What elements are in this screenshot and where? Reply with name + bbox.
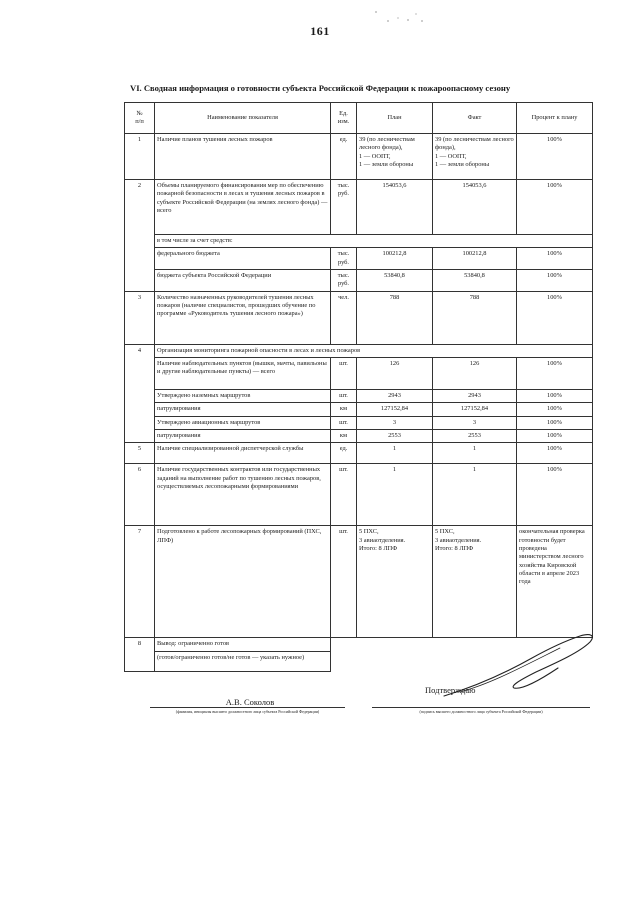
row-fact: 2943: [433, 389, 517, 402]
signature-line-right: [372, 707, 590, 708]
row-name: (готов/ограниченно готов/не готов — указать нужное): [155, 651, 331, 671]
table-row: [125, 416, 593, 429]
row-percent: 100%: [517, 180, 593, 235]
row-num: 5: [125, 443, 155, 464]
row-percent: 100%: [517, 416, 593, 429]
table-row: [125, 389, 593, 402]
row-num: 3: [125, 291, 155, 344]
row-name: Наличие планов тушения лесных пожаров: [155, 134, 331, 180]
table-row: [125, 235, 593, 248]
row-name: Наличие государственных контрактов или государственных заданий на выполнение работ по тушению лесных пожаров, осуществляемых лесопожарными формированиями: [155, 464, 331, 526]
row-name: Подготовлено к работе лесопожарных формирований (ПХС, ЛПФ): [155, 526, 331, 638]
row-unit: шт.: [331, 526, 357, 638]
row-unit: шт.: [331, 357, 357, 389]
row-plan: 127152,84: [357, 403, 433, 416]
row-fact: 100212,8: [433, 248, 517, 270]
row-unit: км: [331, 403, 357, 416]
row-fact: 1: [433, 464, 517, 526]
table-row: [125, 269, 593, 291]
row-percent: 100%: [517, 389, 593, 402]
row-plan: 53840,8: [357, 269, 433, 291]
row-percent: 100%: [517, 248, 593, 270]
table-row: [125, 403, 593, 416]
row-plan: 788: [357, 291, 433, 344]
table-row: [125, 464, 593, 526]
page-number: 161: [310, 24, 330, 38]
row-plan: 5 ПХС, 3 авиаотделения. Итого: 8 ЛПФ: [357, 526, 433, 638]
row-num: 1: [125, 134, 155, 180]
table-row: [125, 357, 593, 389]
row-percent: 100%: [517, 443, 593, 464]
row-plan: 154053,6: [357, 180, 433, 235]
signature-caption: (подпись высшего должностного лица субъекта Российской Федерации): [419, 709, 543, 714]
row-num: 2: [125, 180, 155, 292]
row-unit: чел.: [331, 291, 357, 344]
row-unit: шт.: [331, 416, 357, 429]
row-unit: ед.: [331, 134, 357, 180]
row-plan: 126: [357, 357, 433, 389]
section-title: VI. Сводная информация о готовности субъекта Российской Федерации к пожароопасному сезону: [130, 83, 511, 93]
row-name: патрулирования: [155, 429, 331, 442]
row-unit: шт.: [331, 389, 357, 402]
row-fact: 1: [433, 443, 517, 464]
table-row: [125, 134, 593, 180]
table-row: [125, 248, 593, 270]
signature-line-left: [150, 707, 345, 708]
row-percent: 100%: [517, 429, 593, 442]
header-name: Наименование показателя: [155, 103, 331, 134]
row-plan: 1: [357, 443, 433, 464]
confirm-label: Подтверждаю: [425, 685, 476, 695]
row-num: 6: [125, 464, 155, 526]
row-plan: 2943: [357, 389, 433, 402]
readiness-table: [124, 102, 593, 672]
header-unit: Ед. изм.: [331, 103, 357, 134]
table-header-row: [125, 103, 593, 134]
row-unit: шт.: [331, 464, 357, 526]
row-name: Объемы планируемого финансирования мер по обеспечению пожарной безопасности в лесах и тушения лесных пожаров в субъекте Российской Федерации (на землях лесного фонда) — всего: [155, 180, 331, 235]
header-percent: Процент к плану: [517, 103, 593, 134]
row-unit: ед.: [331, 443, 357, 464]
row-fact: 788: [433, 291, 517, 344]
row-fact: 5 ПХС, 3 авиаотделения. Итого: 8 ЛПФ: [433, 526, 517, 638]
row-unit: км: [331, 429, 357, 442]
header-fact: Факт: [433, 103, 517, 134]
signatory-name-caption: (фамилия, инициалы высшего должностного лица субъекта Российской Федерации): [175, 709, 320, 714]
row-name: бюджета субъекта Российской Федерации: [155, 269, 331, 291]
row-fact: 53840,8: [433, 269, 517, 291]
table-row: [125, 291, 593, 344]
table-row: [125, 443, 593, 464]
row-fact: 2553: [433, 429, 517, 442]
row-plan: 1: [357, 464, 433, 526]
row-num: 8: [125, 638, 155, 671]
row-name: Количество назначенных руководителей тушения лесных пожаров (наличие специалистов, прошедших обучение по программе «Руководитель тушения лесного пожара»): [155, 291, 331, 344]
row-plan: 100212,8: [357, 248, 433, 270]
row-percent: 100%: [517, 464, 593, 526]
row-name: Вывод: ограниченно готов: [155, 638, 331, 651]
row-unit: тыс. руб.: [331, 248, 357, 270]
row-fact: 3: [433, 416, 517, 429]
row-name: Наличие наблюдательных пунктов (вышки, мачты, павильоны и другие наблюдательные пункты) — всего: [155, 357, 331, 389]
row-percent: 100%: [517, 357, 593, 389]
row-unit: тыс. руб.: [331, 269, 357, 291]
row-percent: 100%: [517, 291, 593, 344]
row-name: в том числе за счет средств:: [155, 235, 593, 248]
header-num: № п/п: [125, 103, 155, 134]
row-name: патрулирования: [155, 403, 331, 416]
row-fact: 126: [433, 357, 517, 389]
row-percent: 100%: [517, 134, 593, 180]
row-plan: 39 (по лесничествам лесного фонда), 1 — ООПТ, 1 — земли обороны: [357, 134, 433, 180]
table-row: [125, 180, 593, 235]
row-plan: 3: [357, 416, 433, 429]
row-name: Утверждено авиационных маршрутов: [155, 416, 331, 429]
signatory-name: А.В. Соколов: [225, 697, 275, 707]
row-percent: 100%: [517, 269, 593, 291]
row-fact: 39 (по лесничествам лесного фонда), 1 — ООПТ, 1 — земли обороны: [433, 134, 517, 180]
row-fact: 154053,6: [433, 180, 517, 235]
row-name: Организация мониторинга пожарной опасности в лесах и лесных пожаров: [155, 344, 593, 357]
row-fact: 127152,84: [433, 403, 517, 416]
row-percent: окончательная проверка готовности будет проведена министерством лесного хозяйства Кировской области в апреле 2023 года: [517, 526, 593, 638]
row-unit: тыс. руб.: [331, 180, 357, 235]
row-num: 7: [125, 526, 155, 638]
header-plan: План: [357, 103, 433, 134]
row-percent: 100%: [517, 403, 593, 416]
row-name: Утверждено наземных маршрутов: [155, 389, 331, 402]
row-name: Наличие специализированной диспетчерской службы: [155, 443, 331, 464]
table-row: [125, 429, 593, 442]
row-plan: 2553: [357, 429, 433, 442]
table-row: [125, 344, 593, 357]
row-name: федерального бюджета: [155, 248, 331, 270]
row-num: 4: [125, 344, 155, 443]
